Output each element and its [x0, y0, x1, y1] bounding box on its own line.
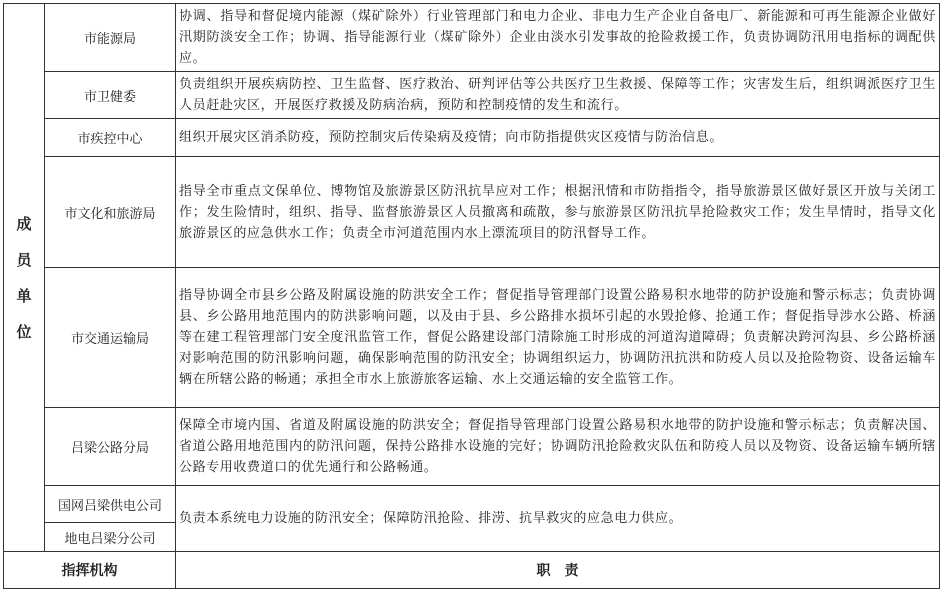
duty-text: 组织开展灾区消杀防疫，预防控制灾后传染病及疫情；向市防指提供灾区疫情与防治信息。 — [176, 119, 940, 157]
unit-name: 地电吕梁分公司 — [45, 523, 176, 552]
unit-name: 市交通运输局 — [45, 268, 176, 408]
table-row — [4, 157, 940, 268]
group-label: 成员单位 — [16, 214, 32, 341]
duty-text: 保障全市境内国、省道及附属设施的防洪安全；督促指导管理部门设置公路易积水地带的防护设施和警示标志；负责解决国、省道公路用地范围内的防汛问题，保持公路排水设施的完好；协调防汛抢险救灾队伍和防疫人员以及物资、设备运输车辆所辖公路专用收费道口的优先通行和公路畅通。 — [176, 408, 940, 486]
unit-name: 吕梁公路分局 — [45, 408, 176, 486]
unit-name: 市卫健委 — [45, 72, 176, 119]
table-row — [4, 119, 940, 157]
unit-name: 市能源局 — [45, 4, 176, 72]
duty-text: 指导协调全市县乡公路及附属设施的防洪安全工作；督促指导管理部门设置公路易积水地带的防护设施和警示标志；负责协调县、乡公路用地范围内的防洪影响问题，以及由于县、乡公路排水损坏引起的水毁抢修、抢通工作；督促指导涉水公路、桥涵等在建工程管理部门安全度汛监管工作，督促公路建设部门清除施工时形成的河道沟道障碍；负责解决跨河沟县、乡公路桥涵对影响范围的防汛影响问题，确保影响范围的防汛安全；协调组织运力，协调防汛抗洪和防疫人员以及抢险物资、设备运输车辆在所辖公路的畅通；承担全市水上旅游旅客运输、水上交通运输的安全监管工作。 — [176, 268, 940, 408]
header-command-org: 指挥机构 — [4, 552, 176, 589]
table-row — [4, 72, 940, 119]
duty-text: 负责本系统电力设施的防汛安全；保障防汛抢险、排涝、抗旱救灾的应急电力供应。 — [176, 486, 940, 552]
table-header-row — [4, 552, 940, 589]
unit-name: 市疾控中心 — [45, 119, 176, 157]
unit-name: 市文化和旅游局 — [45, 157, 176, 268]
duty-text: 协调、指导和督促境内能源（煤矿除外）行业管理部门和电力企业、非电力生产企业自备电厂、新能源和可再生能源企业做好汛期防淡安全工作；协调、指导能源行业（煤矿除外）企业由淡水引发事故的抢险救援工作，负责协调防汛用电指标的调配供应。 — [176, 4, 940, 72]
duty-text: 指导全市重点文保单位、博物馆及旅游景区防汛抗旱应对工作；根据汛情和市防指指令，指导旅游景区做好景区开放与关闭工作；发生险情时，组织、指导、监督旅游景区人员撤离和疏散，参与旅游景区防汛抗旱抢险救灾工作；发生旱情时，指导文化旅游景区的应急供水工作；负责全市河道范围内水上漂流项目的防汛督导工作。 — [176, 157, 940, 268]
unit-name: 国网吕梁供电公司 — [45, 486, 176, 523]
table-row — [4, 268, 940, 408]
table-row — [4, 4, 940, 72]
table-row — [4, 408, 940, 486]
group-label-cell — [4, 4, 45, 552]
duty-table — [3, 3, 940, 589]
duty-text: 负责组织开展疾病防控、卫生监督、医疗救治、研判评估等公共医疗卫生救援、保障等工作；灾害发生后，组织调派医疗卫生人员赶赴灾区，开展医疗救援及防病治病，预防和控制疫情的发生和流行。 — [176, 72, 940, 119]
header-duties: 职 责 — [176, 552, 940, 589]
table-row — [4, 486, 940, 523]
